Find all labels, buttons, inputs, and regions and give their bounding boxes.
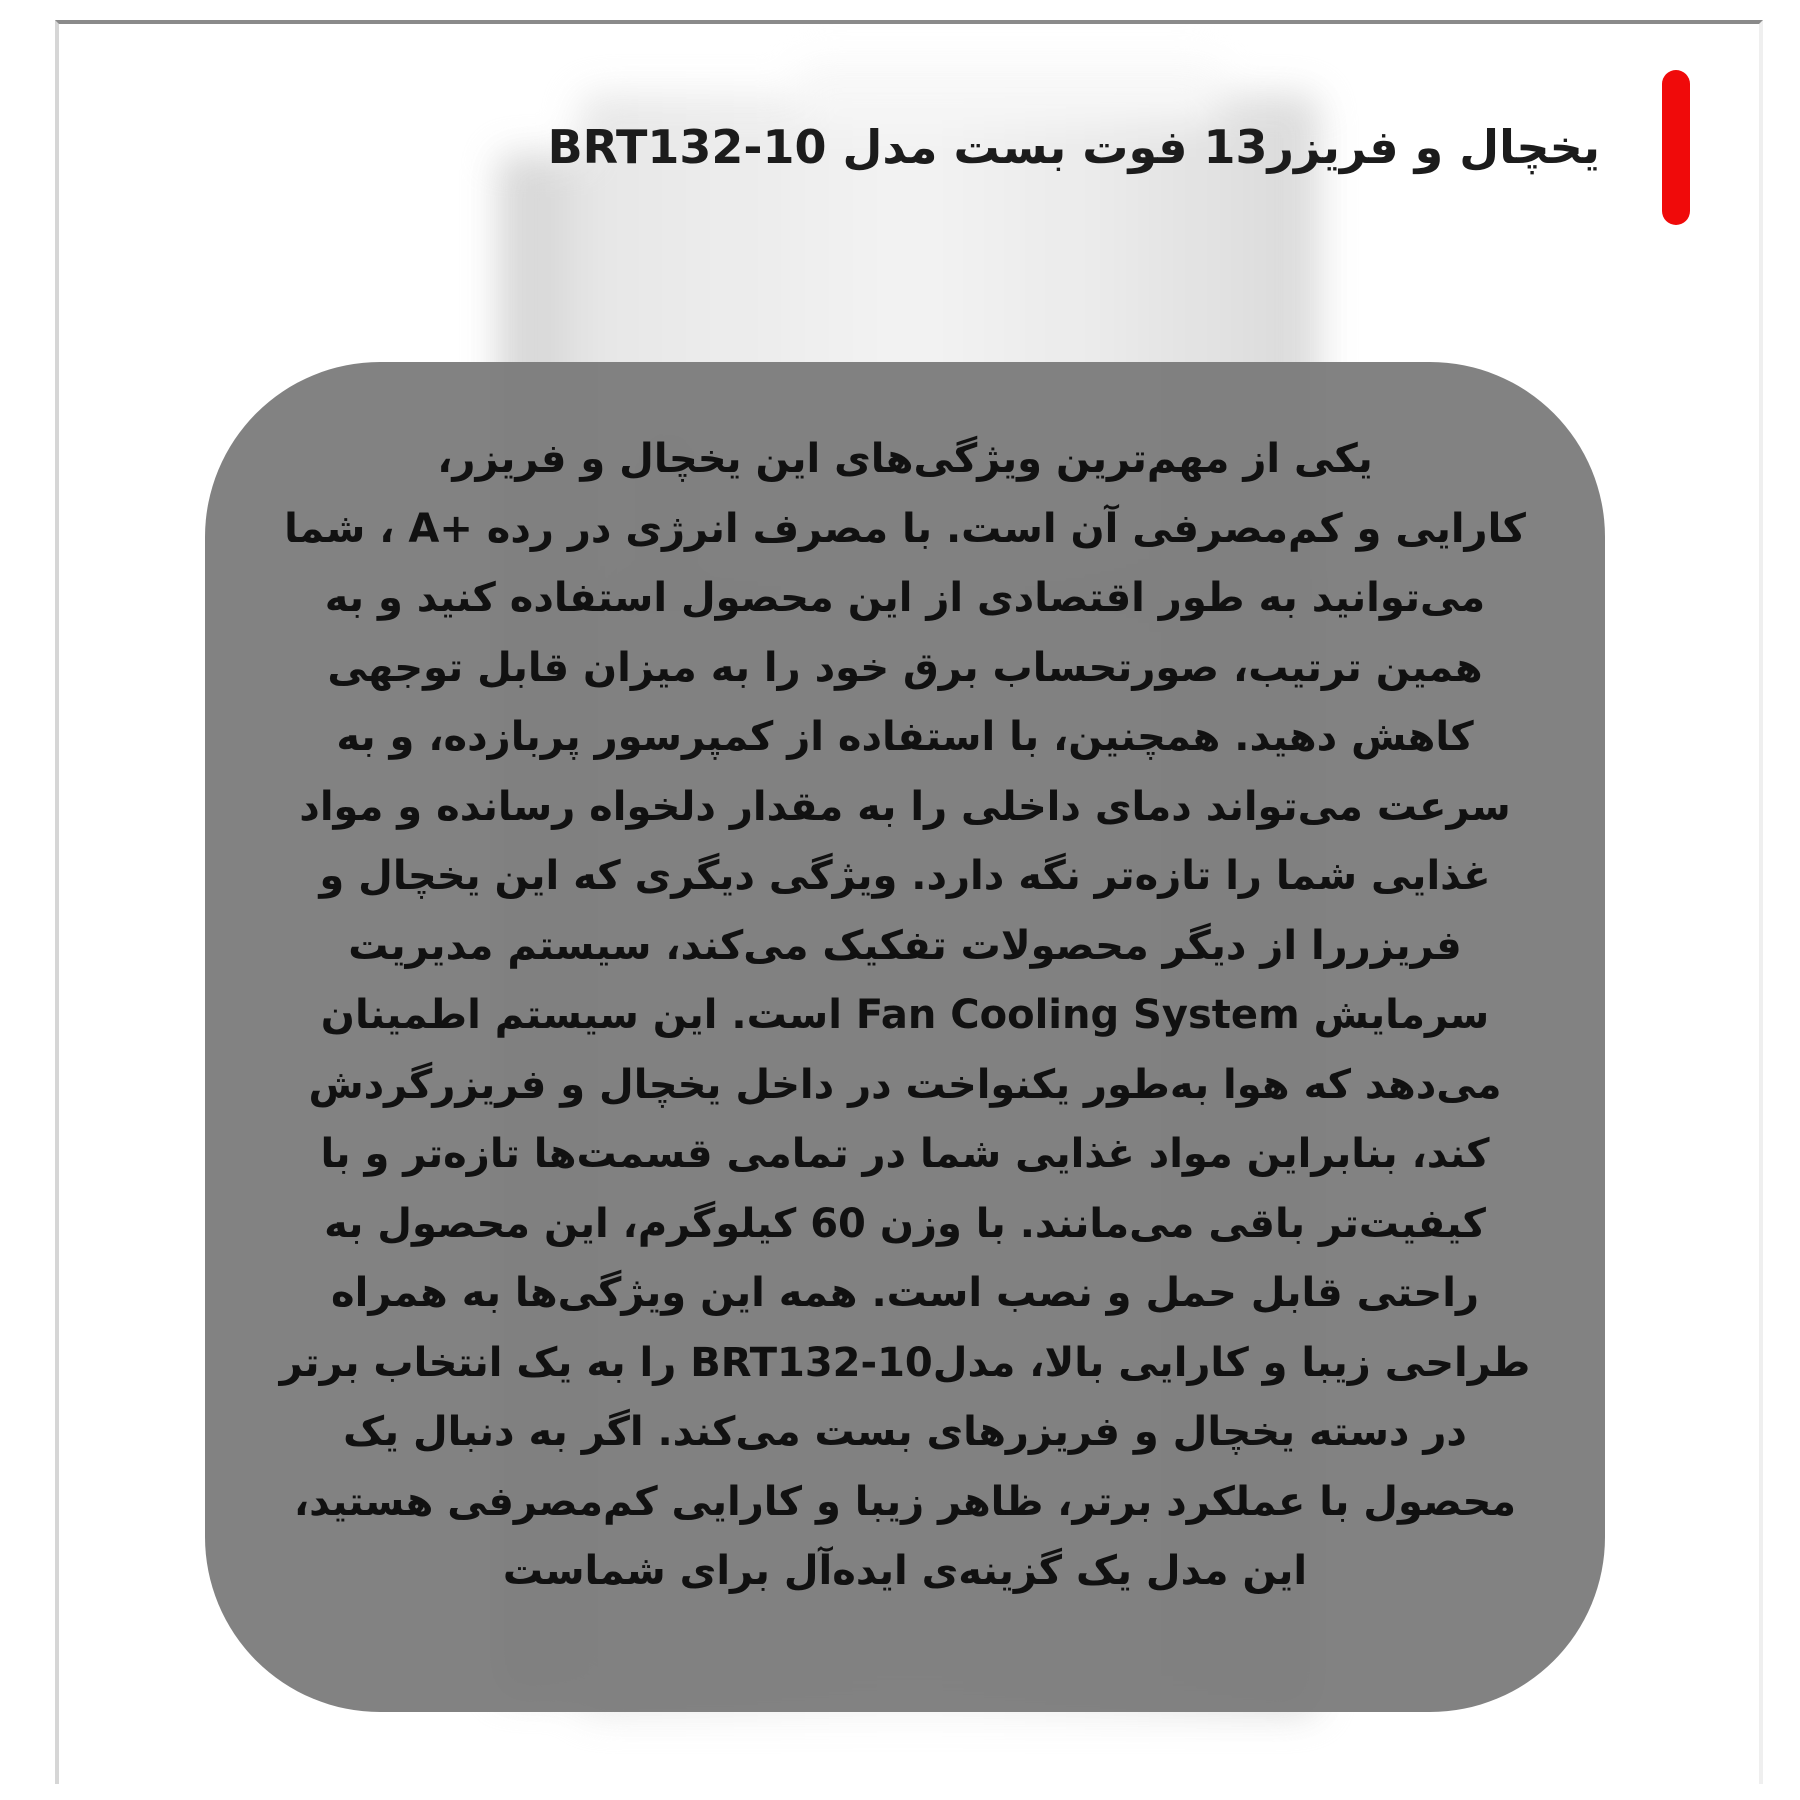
description-line: سرعت می‌تواند دمای داخلی را به مقدار دلخواه رسانده و مواد [299,783,1511,830]
description-line: سرمایش Fan Cooling System است. این سیستم اطمینان [320,992,1490,1038]
description-line: یکی از مهم‌ترین ویژگی‌های این یخچال و فریزر، [437,436,1373,482]
description-line: غذایی شما را تازه‌تر نگه دارد. ویژگی دیگری که این یخچال و [319,853,1491,899]
description-line: می‌دهد که هوا به‌طور یکنواخت در داخل یخچال و فریزرگردش [308,1061,1502,1108]
product-description [215,425,1595,1607]
description-line: محصول با عملکرد برتر، ظاهر زیبا و کارایی کم‌مصرفی هستید، [293,1478,1517,1525]
page-title: یخچال و فریزر13 فوت بست مدل BRT132-10 [547,120,1600,174]
description-line: کیفیت‌تر باقی می‌مانند. با وزن 60 کیلوگرم، این محصول به [324,1200,1486,1247]
title-accent-bar [1662,70,1690,225]
description-line: می‌توانید به طور اقتصادی از این محصول استفاده کنید و به [324,575,1486,621]
description-line: کند، بنابراین مواد غذایی شما در تمامی قسمت‌ها تازه‌تر و با [320,1131,1490,1177]
description-line: این مدل یک گزینه‌ی ایده‌آل برای شماست [502,1548,1308,1594]
description-line: همین ترتیب، صورتحساب برق خود را به میزان قابل توجهی [327,644,1483,691]
description-line: کاهش دهید. همچنین، با استفاده از کمپرسور پربازده، و به [336,714,1474,760]
description-line: طراحی زیبا و کارایی بالا، مدلBRT132-10 را به یک انتخاب برتر [279,1339,1531,1386]
description-line: راحتی قابل حمل و نصب است. همه این ویژگی‌ها به همراه [331,1270,1479,1316]
description-line: فریزررا از دیگر محصولات تفکیک می‌کند، سیستم مدیریت [348,922,1462,969]
description-line: کارایی و کم‌مصرفی آن است. با مصرف انرژی در رده +A ، شما [284,505,1526,552]
description-line: در دسته یخچال و فریزرهای بست می‌کند. اگر به دنبال یک [343,1409,1467,1455]
